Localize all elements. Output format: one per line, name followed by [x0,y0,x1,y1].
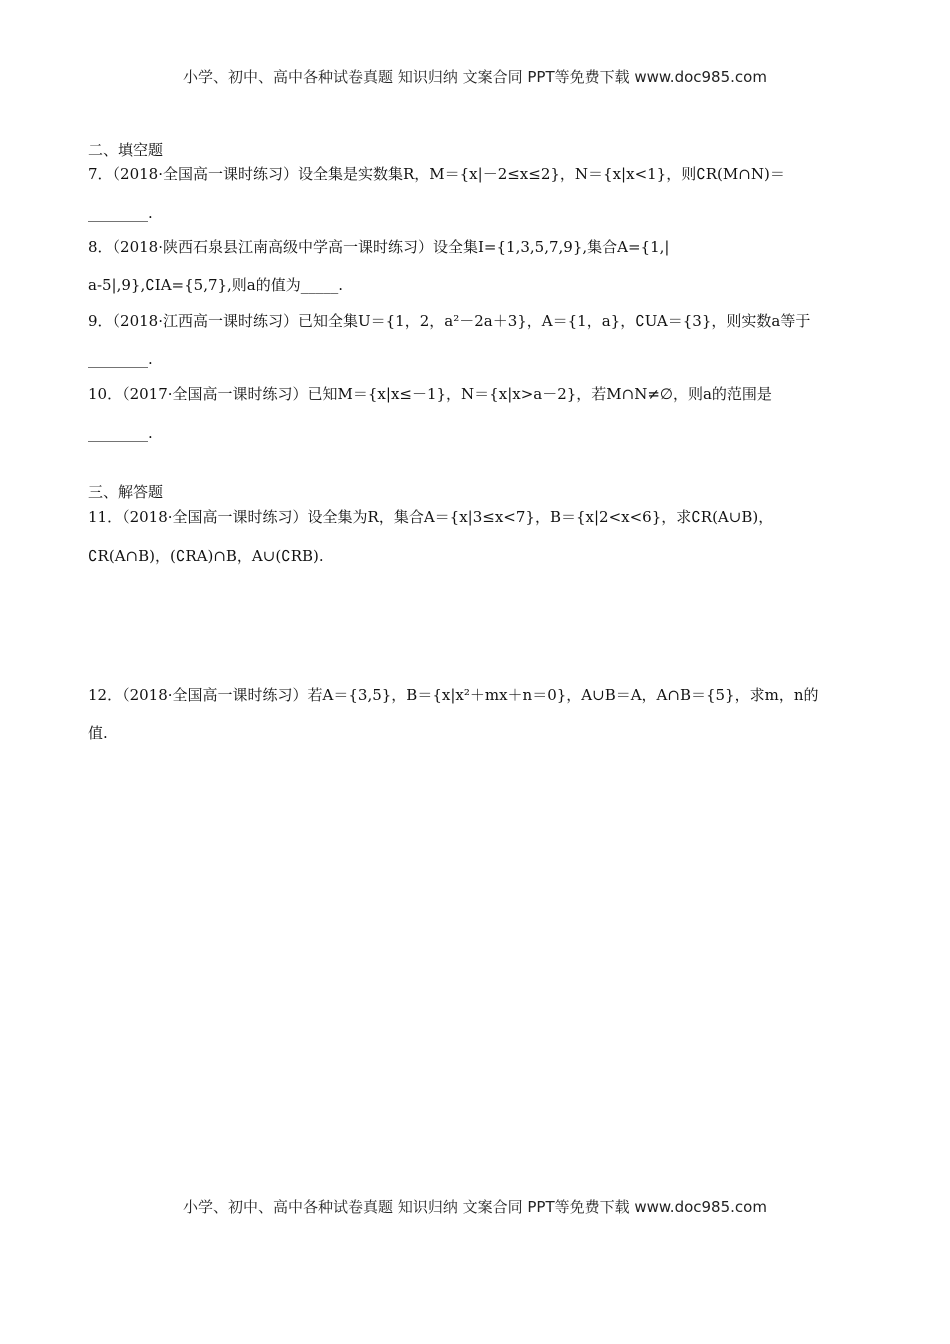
section-title-fill-in: 二、填空题 [88,141,164,159]
question-12-line-1: 12．（2018·全国高一课时练习）若A＝{3,5}，B＝{x|x²＋mx＋n＝0}，A∪B＝A，A∩B＝{5}，求m，n的 [88,686,819,704]
section-title-solve: 三、解答题 [88,483,164,501]
question-8-line-1: 8．（2018·陕西石泉县江南高级中学高一课时练习）设全集I={1,3,5,7,9},集合A={1,| [88,238,670,256]
question-11-line-2: ∁R(A∩B)，(∁RA)∩B，A∪(∁RB). [88,547,324,565]
footer-banner: 小学、初中、高中各种试卷真题 知识归纳 文案合同 PPT等免费下载 www.doc985.com [183,1198,767,1216]
question-7-line-2: ________. [88,204,153,222]
question-8-line-2: a-5|,9},∁IA={5,7},则a的值为_____. [88,276,344,294]
question-10-line-2: ________. [88,424,153,442]
question-12-line-2: 值. [88,724,108,742]
question-7-line-1: 7．（2018·全国高一课时练习）设全集是实数集R，M＝{x|－2≤x≤2}，N＝{x|x<1}，则∁R(M∩N)＝ [88,165,785,183]
question-9-line-2: ________. [88,350,153,368]
question-9-line-1: 9．（2018·江西高一课时练习）已知全集U＝{1，2，a²－2a＋3}，A＝{1，a}，∁UA＝{3}，则实数a等于 [88,312,811,330]
header-banner: 小学、初中、高中各种试卷真题 知识归纳 文案合同 PPT等免费下载 www.doc985.com [183,68,767,86]
question-11-line-1: 11．（2018·全国高一课时练习）设全集为R，集合A＝{x|3≤x<7}，B＝{x|2<x<6}，求∁R(A∪B)， [88,508,774,526]
question-10-line-1: 10．（2017·全国高一课时练习）已知M＝{x|x≤－1}，N＝{x|x>a－2}，若M∩N≠∅，则a的范围是 [88,385,772,403]
